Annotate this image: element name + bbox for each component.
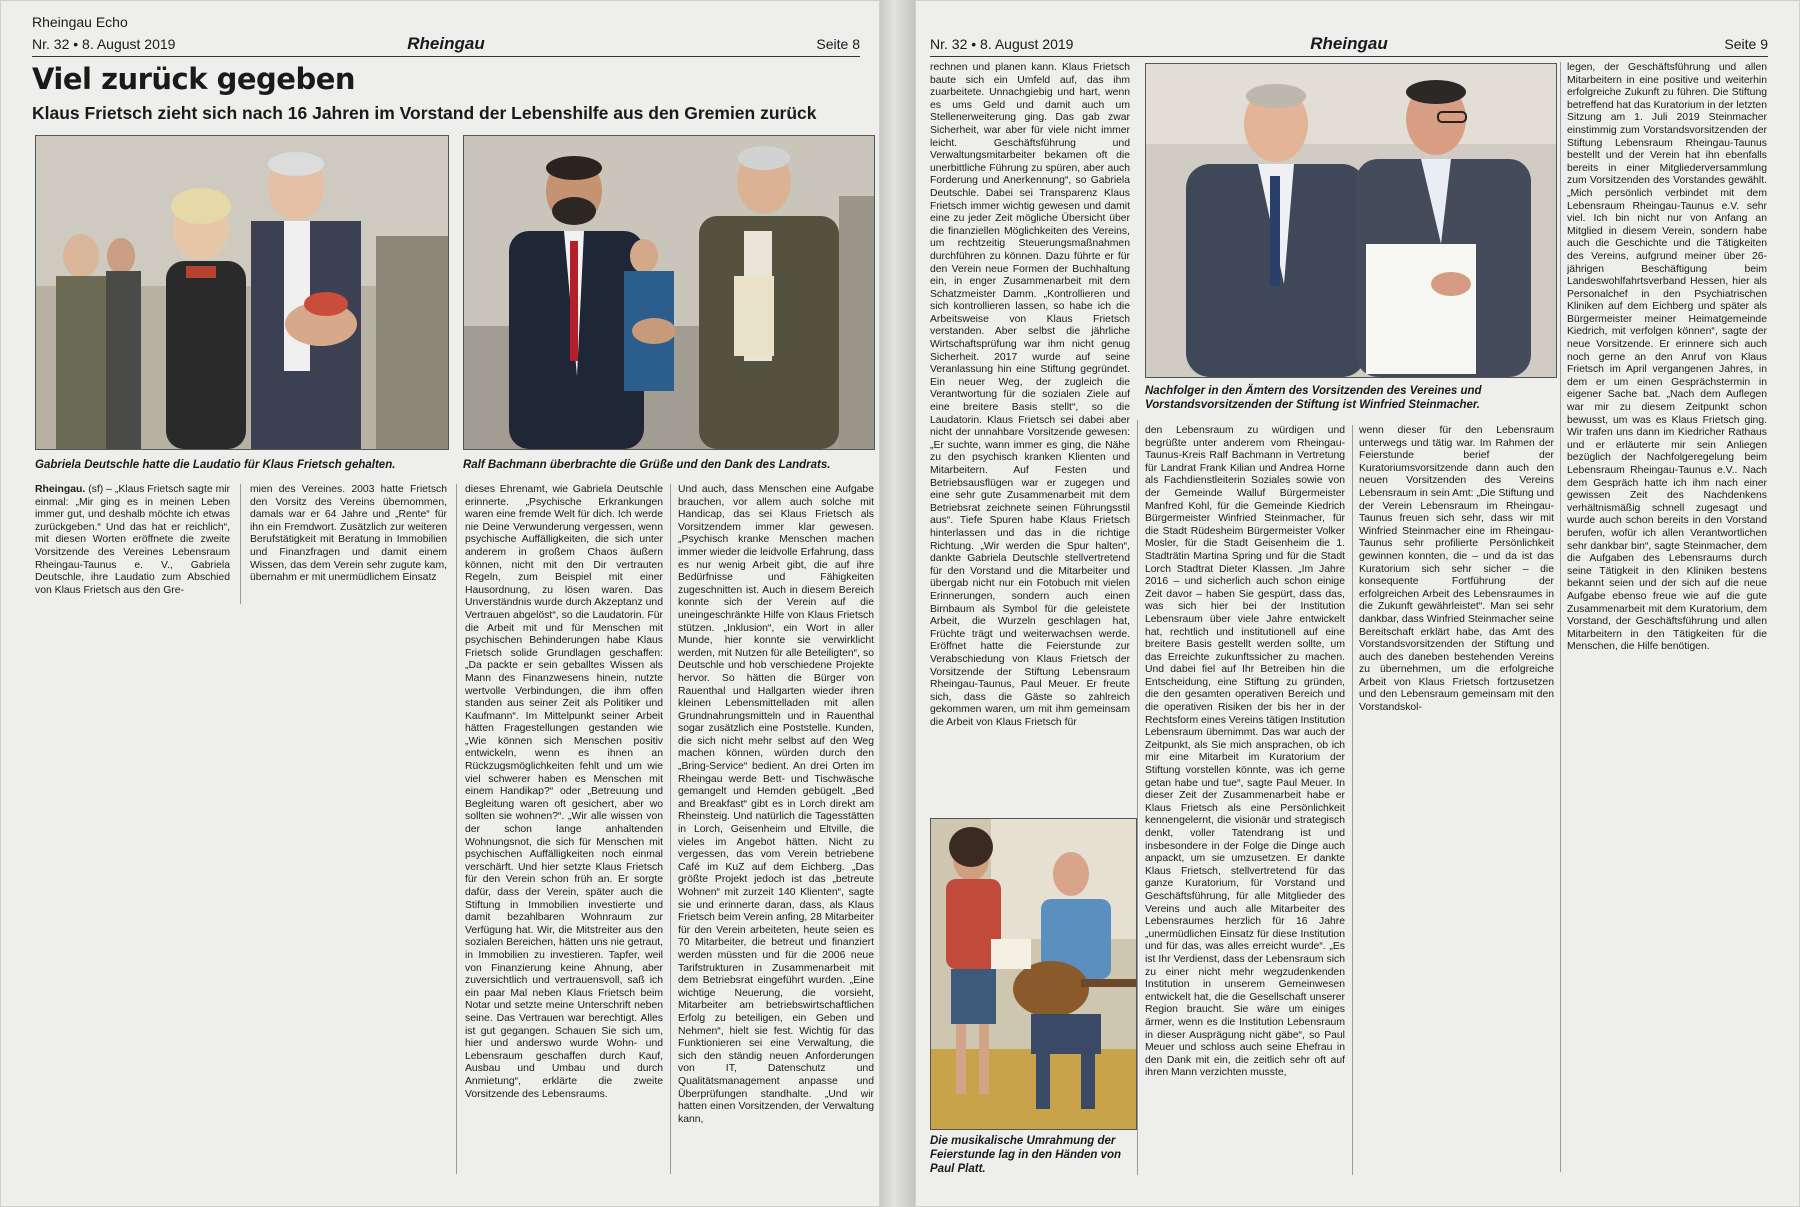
photo-landrat-greetings [463, 135, 875, 450]
column-rule [670, 484, 671, 1174]
column-rule [240, 484, 241, 604]
article-column-4: Und auch, dass Menschen eine Aufgabe brauchen, vor allem auch solche mit Handicap, das sei Klaus Frietsch als Vorsitzendem immer klar gewesen. „Psychisch kranke Menschen machen immer wieder die leidvolle Erfahrung, dass es nur wenig Arbeit gibt, die auf ihre Bedürfnisse und Fähigkeiten zugeschnitten ist. Auch in diesem Bereich konnte sich der Verein auf die uneingeschränkte Hilfe von Klaus Frietsch stützen. „Inklusion“, ein Wort in aller Munde, hier konnte sie verwirklicht werden, mit Nutzen für alle Beteiligten“, so Deutschle und hob verschiedene Projekte hervor. So hätten die Bürger von Rauenthal und Hallgarten wieder ihren kleinen Lebensmittelladen mit allen Grundnahrungsmitteln und in Rauenthal sogar zusätzlich eine Poststelle. Kunden, die sich nicht mehr selbst auf den Weg machen können, würden durch den „Bring-Service“ bedient. An drei Orten im Rheingau werde Bett- und Tischwäsche gemangelt und Hemden gebügelt. „Bed and Breakfast“ gibt es in Lorch direkt am Rheinsteig. Und natürlich die Tagesstätten in Lorch, Geisenheim und Eltville, die vieles im Angebot hätten. Nicht zu vergessen, das vom Verein betriebene Café im KuZ auf dem Eichberg. „Das größte Projekt jedoch ist das „betreute Wohnen“ mit zurzeit 140 Klienten“, sagte sie und erinnerte daran, dass, als Klaus Frietsch beim Verein anfing, 28 Mitarbeiter für den Verein arbeiteten, heute seien es 70 Mitarbeiter, die betreut und finanziert werden müssten und für die 2006 neue Tarifstrukturen in Zusammenarbeit mit dem Betriebsrat eingeführt wurden. „Eine wichtige Neuerung, die vorsieht, Mitarbeiter am betriebswirtschaftlichen Erfolg zu beteiligen, ein Geben und Nehmen“, hielt sie fest. Wichtig für das Funktionieren sei eine Verwaltung, die sich den ständig neuen Anforderungen von IT, Datenschutz und Qualitätsmanagement anpasse und Überprüfungen standhalte. „Und wir hatten einen Vorsitzenden, der Verwaltung kann, [678, 484, 874, 1125]
newspaper-source-label: Rheingau Echo [32, 14, 128, 30]
column-rule [456, 484, 457, 1174]
right-page-header [930, 34, 1768, 57]
column-rule [1560, 62, 1561, 1172]
right-newspaper-page [915, 0, 1800, 1207]
article-column-2: den Lebensraum zu würdigen und begrüßte unter anderem vom Rheingau-Taunus-Kreis Ralf Bachmann in Vertretung für Landrat Frank Kilian und Andrea Horne als Fachdienstleiterin Soziales sowie von der Gemeinde Walluf Bürgermeister Manfred Kohl, für die Gemeinde Kiedrich Bürgermeister Winfried Steinmacher, für die Stadt Rüdesheim Bürgermeister Volker Mosler, für die Stadt Geisenheim die 1. Stadträtin Martina Spring und für die Stadt Lorch Stadtrat Dieter Klassen. „Im Jahre 2016 – und sicherlich auch schon einige Zeit davor – haben Sie gespürt, dass das, was sich hier bei der Institution Lebensraum über viele Jahre entwickelt hat, rechtlich und institutionell auf eine breitere Basis gestellt werden sollte, um das Erreichte zukunftssicher zu machen. Und dabei fiel auf Ihr Betreiben hin die Entscheidung, eine Stiftung zu gründen, die den gesamten operativen Bereich und die operativen Risiken der bis her in der Rechtsform eines Vereins tätigen Institution Lebensraum übernimmt. Das war auch der Zeitpunkt, als Sie mich ansprachen, ob ich mir eine Mitarbeit im Kuratorium der Stiftung vorstellen könnte, was ich gerne getan habe und tue“, sagte Paul Meuer. In dieser Zeit der Zusammenarbeit habe er Klaus Frietsch als eine Persönlichkeit kennengelernt, die visionär und strategisch denkt, voller Tatendrang ist und insbesondere in der Folge die Dinge auch anpackt, um sie umzusetzen. Er dankte Klaus Frietsch, stellvertretend für das ganze Kuratorium, für Vorstand und Geschäftsführung, für alle Mitglieder des Vereins und auch alle Mitarbeiter des Lebensraumes herzlich für 16 Jahre „unermüdlichen Einsatz für diese Institution und für das, was alles erreicht wurde“. „Es ist Ihr Verdienst, dass der Lebensraum sich zu einer nicht mehr wegzudenkenden Institution in unserem Gemeinwesen entwickelt hat, die die Gesellschaft unserer Region braucht. Sie wäre um einiges ärmer, wenn es die Institution Lebensraum in dieser Ausprägung nicht gäbe“, so Paul Meuer und schloss auch seine Ehefrau in den Dank mit ein, die zeitlich sehr oft auf ihren Mann verzichten musste, [1145, 425, 1345, 1079]
photo-landrat-image [464, 136, 874, 449]
column-rule [1352, 425, 1353, 1175]
photo-laudatio-image [36, 136, 448, 449]
left-newspaper-page [0, 0, 880, 1207]
page-gutter [880, 0, 915, 1207]
article-headline: Viel zurück gegeben [32, 62, 356, 96]
photo-successor-image [1146, 64, 1556, 377]
photo-musician-image [931, 819, 1136, 1129]
column-rule [1137, 420, 1138, 1175]
section-title: Rheingau [407, 34, 485, 53]
article-column-4: legen, der Geschäftsführung und allen Mitarbeitern in eine positive und weiterhin erfolgreiche Zukunft zu führen. Die Stiftung betreffend hat das Kuratorium in der letzten Sitzung am 1. Juli 2019 Steinmacher einstimmig zum Vorstandsvorsitzenden der Stiftung Lebensraum Rheingau-Taunus bestellt und der Verein hat ihn ebenfalls bereits in einer Mitgliederversammlung zum Vorsitzenden des Vorstandes gewählt. „Mich persönlich verbindet mit dem Lebensraum Rheingau-Taunus e.V. sehr viel. Ich bin nicht nur von Anfang an Mitglied in diesem Verein, sondern habe auch die Geschichte und die Tätigkeiten des Vereins, aufgrund meiner über 26-jährigen Beschäftigung beim Landeswohlfahrtsverband Hessen, hier als Personalchef in den Psychiatrischen Kliniken auf dem Eichberg und später als Bürgermeister meiner Heimatgemeinde Kiedrich, mit verfolgen können“, sagte der neue Vorsitzende. Er erinnere sich auch noch gerne an den Anruf von Klaus Frietsch im April vergangenen Jahres, in dem er um einen Gesprächstermin in eigener Sache bat. „Nach dem Auflegen war mir zu diesem Zeitpunkt schon bewusst, um was es Klaus Frietsch ging. Wir trafen uns dann im Kiedricher Rathaus und er erläuterte mir sein Anliegen bezüglich der Nachfolgeregelung beim Lebensraum Rheingau-Taunus e.V.. Nach dem Gespräch hatte ich ihm nach einer gewissen Zeit des Nachdenkens verhältnismäßig schnell zugesagt und wurde auch schon bereits in den Vorstand berufen, wofür ich allen Verantwortlichen sehr dankbar bin“, sagte Steinmacher, dem die Aufgaben des Lebensraums durch seine Tätigkeit in den Kliniken bestens bekannt seien und der sich auf die neue Aufgabe ebenso freue wie auf die gute Zusammenarbeit mit dem Kuratorium, dem Vorstand, der Geschäftsführung und allen Mitarbeitern in den Tätigkeiten für die Menschen, die Hilfe benötigen. [1567, 62, 1767, 653]
photo-laudatio-caption: Gabriela Deutschle hatte die Laudatio für Klaus Frietsch gehalten. [35, 459, 396, 471]
article-column-1: rechnen und planen kann. Klaus Frietsch baute sich ein Umfeld auf, das ihm zuarbeitete. Unnachgiebig und hart, wenn es ums Geld und damit auch um Stellenerweiterung ging. Das gab zwar Sicherheit, war aber für viele nicht immer leicht. Geschäftsführung und Verwaltungsmitarbeiter bekamen oft die unerbittliche Führung zu spüren, aber auch Forderung und Anerkennung“, so Gabriela Deutschle. Dabei sei Transparenz Klaus Frietsch immer wichtig gewesen und damit eine zu jeder Zeit mögliche Übersicht über die finanziellen Möglichkeiten des Vereins, um rechtzeitig Steuerungsmaßnahmen durchführen zu können. Dazu führte er für den Verein neue Formen der Buchhaltung ein, in enger Zusammenarbeit mit dem Schatzmeister Damm. „Kontrollieren und sich kontrollieren lassen, so habe ich die Arbeitsweise von Klaus Frietsch verstanden. Aber selbst die jährliche Wirtschaftsprüfung war ihm nicht genug Sicherheit. 2017 wurde auf seine Veranlassung hin eine Stiftung gegründet. Ein neuer Weg, der zugleich die Verantwortung für die sozialen Ziele auf eine breitere Basis stellt“, so die Laudatorin. Klaus Frietsch sei dabei aber nicht der unnahbare Vorsitzende gewesen: „Er suchte, wann immer es ging, die Nähe zu den psychisch kranken Klienten und Mitarbeitern. Auf Festen und Betriebsausflügen war er zugegen und eine sehr gute Zusammenarbeit mit dem Betriebsrat zeichnete seinen Führungsstil aus“. Tiefe Spuren habe Klaus Frietsch hinterlassen und das in die richtige Richtung. „Wir werden die Spur halten“, dankte Gabriela Deutschle stellvertretend für den Vorstand und die Mitarbeiter und übergab nicht nur ein Fotobuch mit vielen Erinnerungen, sondern auch einen Birnbaum als Symbol für die geleistete Arbeit, die Wurzeln geschlagen hat, Früchte trägt und weiterwachsen werde. Eröffnet hatte die Feierstunde zur Verabschiedung von Klaus Frietsch der Vorsitzende der Stiftung Lebensraum Rheingau-Taunus, Paul Meuer. Er freute sich, dass die Gäste so zahlreich gekommen waren, um mit ihm gemeinsam die Arbeit von Klaus Frietsch für [930, 62, 1130, 728]
article-column-1-text: (sf) – „Klaus Frietsch sagte mir einmal: „Mir ging es in meinen Leben immer gut, und deshalb möchte ich etwas zurückgeben.“ Und das hat er reichlich“, mit diesen Worten eröffnete die zweite Vorsitzende des Vereines Lebensraum Rheingau-Taunus e. V., Gabriela Deutschle, ihre Laudatio zum Abschied von Klaus Frietsch aus den Gre- [35, 484, 230, 596]
article-dateline: Rheingau. [35, 484, 86, 495]
photo-successor-caption: Nachfolger in den Ämtern des Vorsitzenden des Vereines und Vorstandsvorsitzenden der Stiftung ist Winfried Steinmacher. [1145, 385, 1482, 411]
article-column-3: wenn dieser für den Lebensraum unterwegs und tätig war. Im Rahmen der Feierstunde berief der Kuratoriumsvorsitzende dann auch den neuen Vorsitzenden des Vereins Lebensraum in sein Amt: „Die Stiftung und der Verein Lebensraum im Rheingau-Taunus freuen sich sehr, dass wir mit Winfried Steinmacher eine im Rheingau-Taunus sehr profilierte Persönlichkeit gewinnen konnten, die – und da ist das Kuratorium sich sehr sicher – die konsequente Fortführung der erfolgreichen Arbeit des Lebensraumes in die Zukunft gewährleistet“. Man sei sehr dankbar, dass Winfried Steinmacher seine Bereitschaft erklärt habe, das Amt des Vorstandsvorsitzenden der Stiftung und auch des daneben bestehenden Vereins zu übernehmen, um die erfolgreiche Arbeit von Klaus Frietsch fortzusetzen und den Lebensraum gemeinsam mit den Vorstandskol- [1359, 425, 1554, 714]
photo-musician-caption: Die musikalische Umrahmung der Feierstunde lag in den Händen von Paul Platt. [930, 1135, 1122, 1175]
photo-successor [1145, 63, 1557, 378]
photo-laudatio [35, 135, 449, 450]
issue-date: Nr. 32 • 8. August 2019 [930, 36, 1074, 52]
article-column-3: dieses Ehrenamt, wie Gabriela Deutschle erinnerte. „Psychische Erkrankungen waren eine fremde Welt für dich. Ich werde nie Deine Verwunderung vergessen, wenn psychische Auffälligkeiten, die sich unter anderem in großem Chaos äußern können, nicht mit den Dir vertrauten Regeln, zum Beispiel mit einer Hausordnung, zu lösen waren. Das Unverständnis wurde durch Akzeptanz und Vertrauen abgelöst“, so die Laudatorin. Für die Arbeit mit und für Menschen mit psychischen Behinderungen habe Klaus Frietsch solide Grundlagen geschaffen: „Da packte er sein geballtes Wissen als Mann des Finanzwesens hinein, nutzte wertvolle Verbindungen, die ihm offen standen aus seiner Zeit als Politiker und Kaufmann“. Im Mittelpunkt seiner Arbeit hätten Fragestellungen gestanden wie „Wie können sich Menschen positiv entwickeln, wenn es ihnen an Rückzugsmöglichkeiten fehlt und um wie viel schwerer haben es Menschen mit einem Handikap?“ oder „Betreuung und Begleitung waren oft gesichert, aber wo sollten sie wohnen?“. „Wir alle wissen von der schon lange anhaltenden Wohnungsnot, die sich für Menschen mit psychischen Auffälligkeiten noch einmal verschärft. Und hier setzte Klaus Frietsch für den Verein schon früh an. Er sorgte dafür, dass der Verein, später auch die Stiftung in Immobilien investierte und damit bezahlbaren Wohnraum zur Verfügung hat. Wir, die Mitstreiter aus den sozialen Bereichen, hätten uns nie getraut, in Immobilien zu investieren. Tapfer, weil von Finanzierung keine Ahnung, aber zuversichtlich und vertrauensvoll, saß ich ein paar Mal neben Klaus Frietsch beim Notar und setzte meine Unterschrift neben seine. Das Vertrauen war berechtigt. Alles ist gut gegangen. Schauen Sie sich um, hier und anderswo wurde Wohn- und Lebensraum geschaffen durch Kauf, Ausbau und Umbau und durch Anmietung“, erklärte die zweite Vorsitzende des Lebensraums. [465, 484, 663, 1100]
article-subheadline: Klaus Frietsch zieht sich nach 16 Jahren im Vorstand der Lebenshilfe aus den Gremien zurück [32, 103, 817, 123]
page-number: Seite 9 [1724, 36, 1768, 52]
left-page-header [32, 34, 860, 57]
article-column-1 [35, 484, 230, 604]
photo-landrat-caption: Ralf Bachmann überbrachte die Grüße und den Dank des Landrats. [463, 459, 831, 471]
issue-date: Nr. 32 • 8. August 2019 [32, 36, 176, 52]
article-column-2: mien des Vereines. 2003 hatte Frietsch den Vorsitz des Vereins übernommen, damals war er 64 Jahre und „Rente“ für ihn ein Fremdwort. Zusätzlich zur weiteren Berufstätigkeit mit Beratung in Immobilien und Finanzfragen und damit einem Wissen, das dem Verein sehr zugute kam, übernahm er mit unermüdlichem Einsatz [250, 484, 447, 584]
section-title: Rheingau [1310, 34, 1388, 53]
photo-musician [930, 818, 1137, 1130]
page-number: Seite 8 [816, 36, 860, 52]
